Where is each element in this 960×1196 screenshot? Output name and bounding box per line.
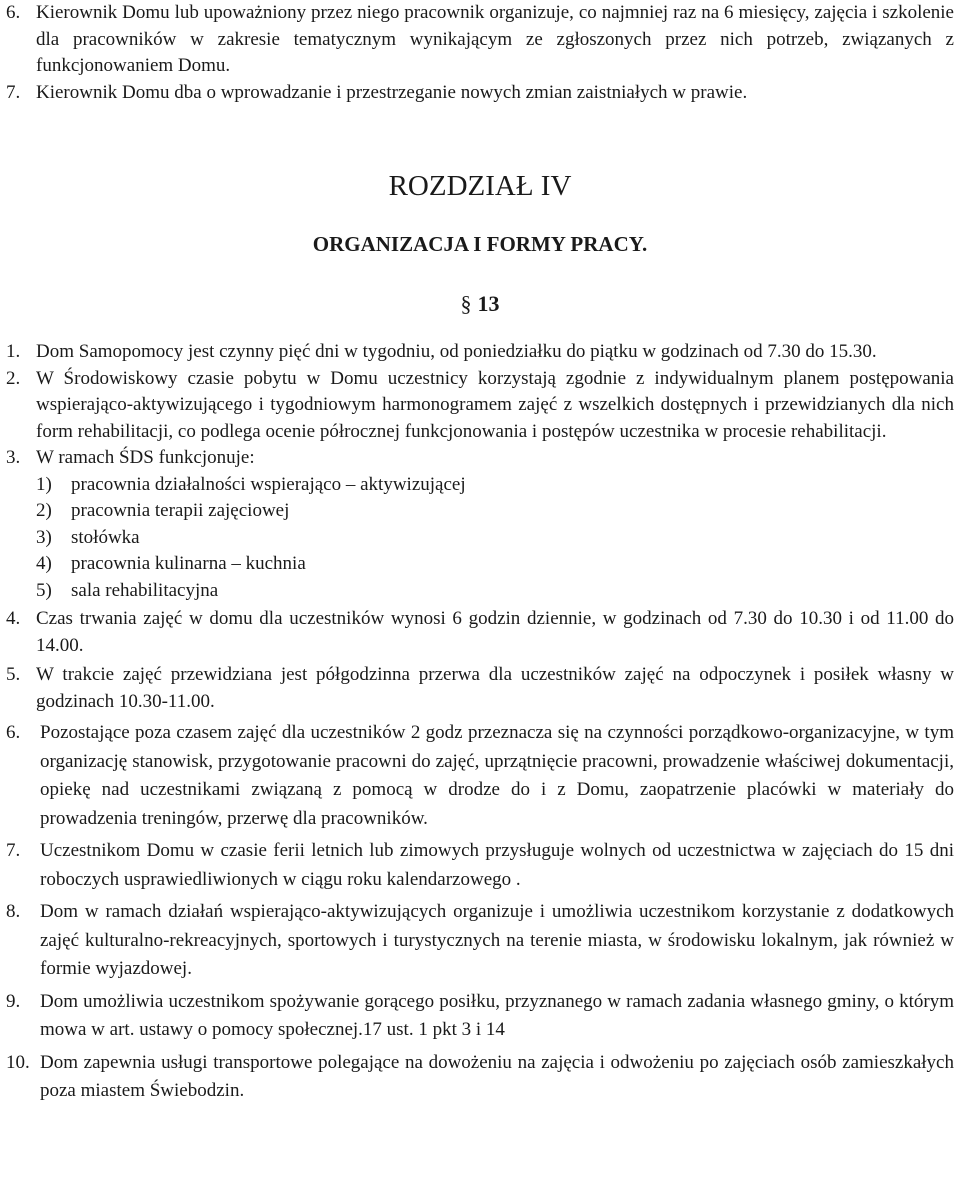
list-item: [6, 837, 954, 894]
facility-text: pracownia działalności wspierająco – aktywizującej: [71, 473, 466, 495]
facility-number: 1): [36, 473, 52, 495]
item-text: Kierownik Domu dba o wprowadzanie i przestrzeganie nowych zmian zaistniałych w prawie.: [36, 81, 748, 103]
item-number: 4.: [6, 608, 21, 629]
facility-item: [36, 551, 954, 578]
item-number: 5.: [6, 664, 21, 685]
item-number: 3.: [6, 447, 21, 468]
item-text: Czas trwania zajęć w domu dla uczestników wynosi 6 godzin dziennie, w godzinach od 7.30 do 10.30 i od 11.00 do 14.00.: [36, 608, 954, 656]
item-text: W ramach ŚDS funkcjonuje:: [36, 447, 255, 468]
list-item: [6, 662, 954, 715]
item-number: 1.: [6, 341, 21, 362]
list-item: [6, 366, 954, 446]
facility-number: 5): [36, 579, 52, 601]
facility-item: [36, 472, 954, 499]
item-text: Dom umożliwia uczestnikom spożywanie gorącego posiłku, przyznanego w ramach zadania własnego gminy, o którym mowa w art. ustawy o pomocy społecznej.17 ust. 1 pkt 3 i 14: [40, 990, 954, 1040]
list-item: [6, 606, 954, 659]
item-text: Dom zapewnia usługi transportowe polegające na dowożeniu na zajęcia i odwożeniu po zajęciach osób zamieszkałych poza miastem Świebodzin.: [40, 1051, 954, 1101]
facility-number: 2): [36, 500, 52, 521]
list-item: [6, 0, 954, 80]
top-items: [6, 0, 954, 106]
item-number: 9.: [6, 990, 21, 1012]
facility-number: 3): [36, 526, 52, 548]
item-text: W Środowiskowy czasie pobytu w Domu uczestnicy korzystają zgodnie z indywidualnym planem postępowania wspierająco-aktywizującego i tygodniowym harmonogramem zajęć z wszelkich dostępnych i przewidzianych dla nich form rehabilitacji, co podlega ocenie półrocznej funkcjonowania i postępów uczestnika w procesie rehabilitacji.: [36, 367, 954, 442]
list-item: [6, 719, 954, 833]
paragraph-number: 13: [477, 291, 500, 316]
paragraph-heading: [0, 291, 960, 317]
list-item: [6, 80, 954, 107]
facility-text: pracownia kulinarna – kuchnia: [71, 553, 306, 574]
item-text: Uczestnikom Domu w czasie ferii letnich lub zimowych przysługuje wolnych od uczestnictwa w zajęciach do 15 dni roboczych usprawiedliwionych w ciągu roku kalendarzowego .: [40, 840, 954, 890]
facility-item: [36, 525, 954, 552]
item-number: 6.: [6, 2, 21, 23]
facility-number: 4): [36, 553, 52, 574]
item-number: 7.: [6, 840, 21, 861]
item-number: 7.: [6, 81, 21, 103]
main-list: [6, 339, 954, 1106]
facility-text: pracownia terapii zajęciowej: [71, 500, 290, 521]
list-item: [6, 445, 954, 472]
facility-item: [36, 578, 954, 605]
list-item: [6, 339, 954, 366]
list-item: [6, 898, 954, 984]
item-number: 8.: [6, 901, 21, 922]
chapter-title: ROZDZIAŁ IV: [388, 170, 572, 202]
item-text: Dom Samopomocy jest czynny pięć dni w tygodniu, od poniedziałku do piątku w godzinach od 7.30 do 15.30.: [36, 341, 877, 362]
item-number: 10.: [6, 1051, 30, 1073]
item-text: Kierownik Domu lub upoważniony przez niego pracownik organizuje, co najmniej raz na 6 miesięcy, zajęcia i szkolenie dla pracowników w zakresie tematycznym wynikającym ze zgłoszonych przez nich potrzeb, związanych z funkcjonowaniem Domu.: [36, 2, 954, 76]
facility-list: [6, 472, 954, 605]
item-number: 2.: [6, 367, 21, 389]
item-text: Dom w ramach działań wspierająco-aktywizujących organizuje i umożliwia uczestnikom korzystanie z dodatkowych zajęć kulturalno-rekreacyjnych, sportowych i turystycznych na terenie miasta, w środowisku lokalnym, jak również w formie wyjazdowej.: [40, 901, 954, 979]
list-item: [6, 988, 954, 1045]
list-item: [6, 1049, 954, 1106]
facility-text: stołówka: [71, 526, 140, 548]
chapter-subtitle: ORGANIZACJA I FORMY PRACY.: [312, 232, 648, 256]
item-number: 6.: [6, 722, 21, 743]
facility-text: sala rehabilitacyjna: [71, 579, 219, 601]
item-text: Pozostające poza czasem zajęć dla uczestników 2 godz przeznacza się na czynności porządkowo-organizacyjne, w tym organizację stanowisk, przygotowanie pracowni do zajęć, uprzątnięcie pracowni, prowadzenie właściwej dokumentacji, opiekę nad uczestnikami związaną z pomocą w drodze do i z Domu, zaopatrzenie placówki w materiały do prowadzenia treningów, przerwę dla pracowników.: [40, 722, 954, 829]
item-text: W trakcie zajęć przewidziana jest półgodzinna przerwa dla uczestników zajęć na odpoczynek i posiłek własny w godzinach 10.30-11.00.: [36, 664, 954, 712]
facility-item: [36, 498, 954, 525]
paragraph-symbol: §: [460, 291, 472, 316]
